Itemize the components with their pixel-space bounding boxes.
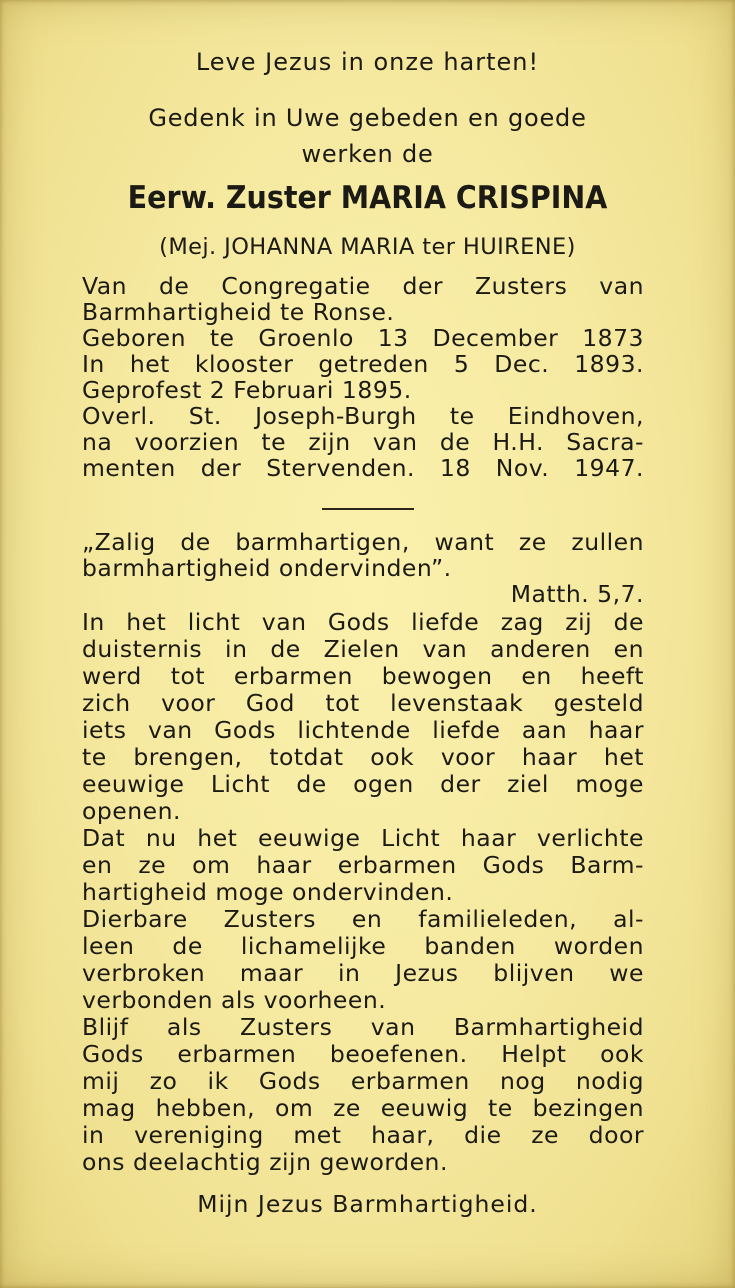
meditation-line: Dierbare Zusters en familieleden, al- (82, 905, 644, 933)
meditation-line: leen de lichamelijke banden worden (82, 932, 644, 960)
meditation-line: verbroken maar in Jezus blijven we (82, 959, 644, 987)
bio-line: Van de Congregatie der Zusters van (82, 272, 644, 300)
meditation-line: iets van Gods lichtende liefde aan haar (82, 716, 644, 744)
meditation-line: eeuwige Licht de ogen der ziel moge (82, 770, 644, 798)
bio-line: na voorzien te zijn van de H.H. Sacra- (82, 428, 644, 456)
bio-line: Overl. St. Joseph-Burgh te Eindhoven, (82, 402, 644, 430)
meditation-line: ons deelachtig zijn geworden. (82, 1148, 448, 1176)
meditation-line: duisternis in de Zielen van anderen en (82, 635, 644, 663)
meditation-line: werd tot erbarmen bewogen en heeft (82, 662, 644, 690)
meditation-line: mij zo ik Gods erbarmen nog nodig (82, 1067, 644, 1095)
bio-line: Barmhartigheid te Ronse. (82, 298, 395, 326)
meditation-line: en ze om haar erbarmen Gods Barm- (82, 851, 644, 879)
quote-reference: Matth. 5,7. (510, 580, 644, 608)
bio-line: Geboren te Groenlo 13 December 1873 (82, 324, 644, 352)
meditation-line: hartigheid moge ondervinden. (82, 878, 454, 906)
meditation-line: In het licht van Gods liefde zag zij de (82, 608, 644, 636)
deceased-name: Eerw. Zuster MARIA CRISPINA (127, 180, 608, 216)
bio-line: In het klooster getreden 5 Dec. 1893. (82, 350, 644, 378)
meditation-line: in vereniging met haar, die ze door (82, 1121, 644, 1149)
bio-line: menten der Stervenden. 18 Nov. 1947. (82, 454, 644, 482)
request-line-2: werken de (301, 140, 434, 168)
meditation-line: verbonden als voorheen. (82, 986, 387, 1014)
meditation-line: Gods erbarmen beoefenen. Helpt ook (82, 1040, 644, 1068)
closing-prayer: Mijn Jezus Barmhartigheid. (197, 1190, 538, 1218)
quote-line-2: barmhartigheid ondervinden”. (82, 554, 452, 582)
meditation-line: zich voor God tot levenstaak gesteld (82, 689, 644, 717)
quote-line-1: „Zalig de barmhartigen, want ze zullen (82, 528, 644, 556)
meditation-line: te brengen, totdat ook voor haar het (82, 743, 644, 771)
civil-name: (Mej. JOHANNA MARIA ter HUIRENE) (159, 234, 576, 260)
bio-line: Geprofest 2 Februari 1895. (82, 376, 412, 404)
divider-rule (322, 508, 414, 510)
meditation-line: Blijf als Zusters van Barmhartigheid (82, 1013, 644, 1041)
meditation-line: openen. (82, 797, 181, 825)
request-line-1: Gedenk in Uwe gebeden en goede (148, 104, 587, 132)
meditation-line: Dat nu het eeuwige Licht haar verlichte (82, 824, 644, 852)
meditation-line: mag hebben, om ze eeuwig te bezingen (82, 1094, 644, 1122)
invocation: Leve Jezus in onze harten! (195, 48, 540, 76)
